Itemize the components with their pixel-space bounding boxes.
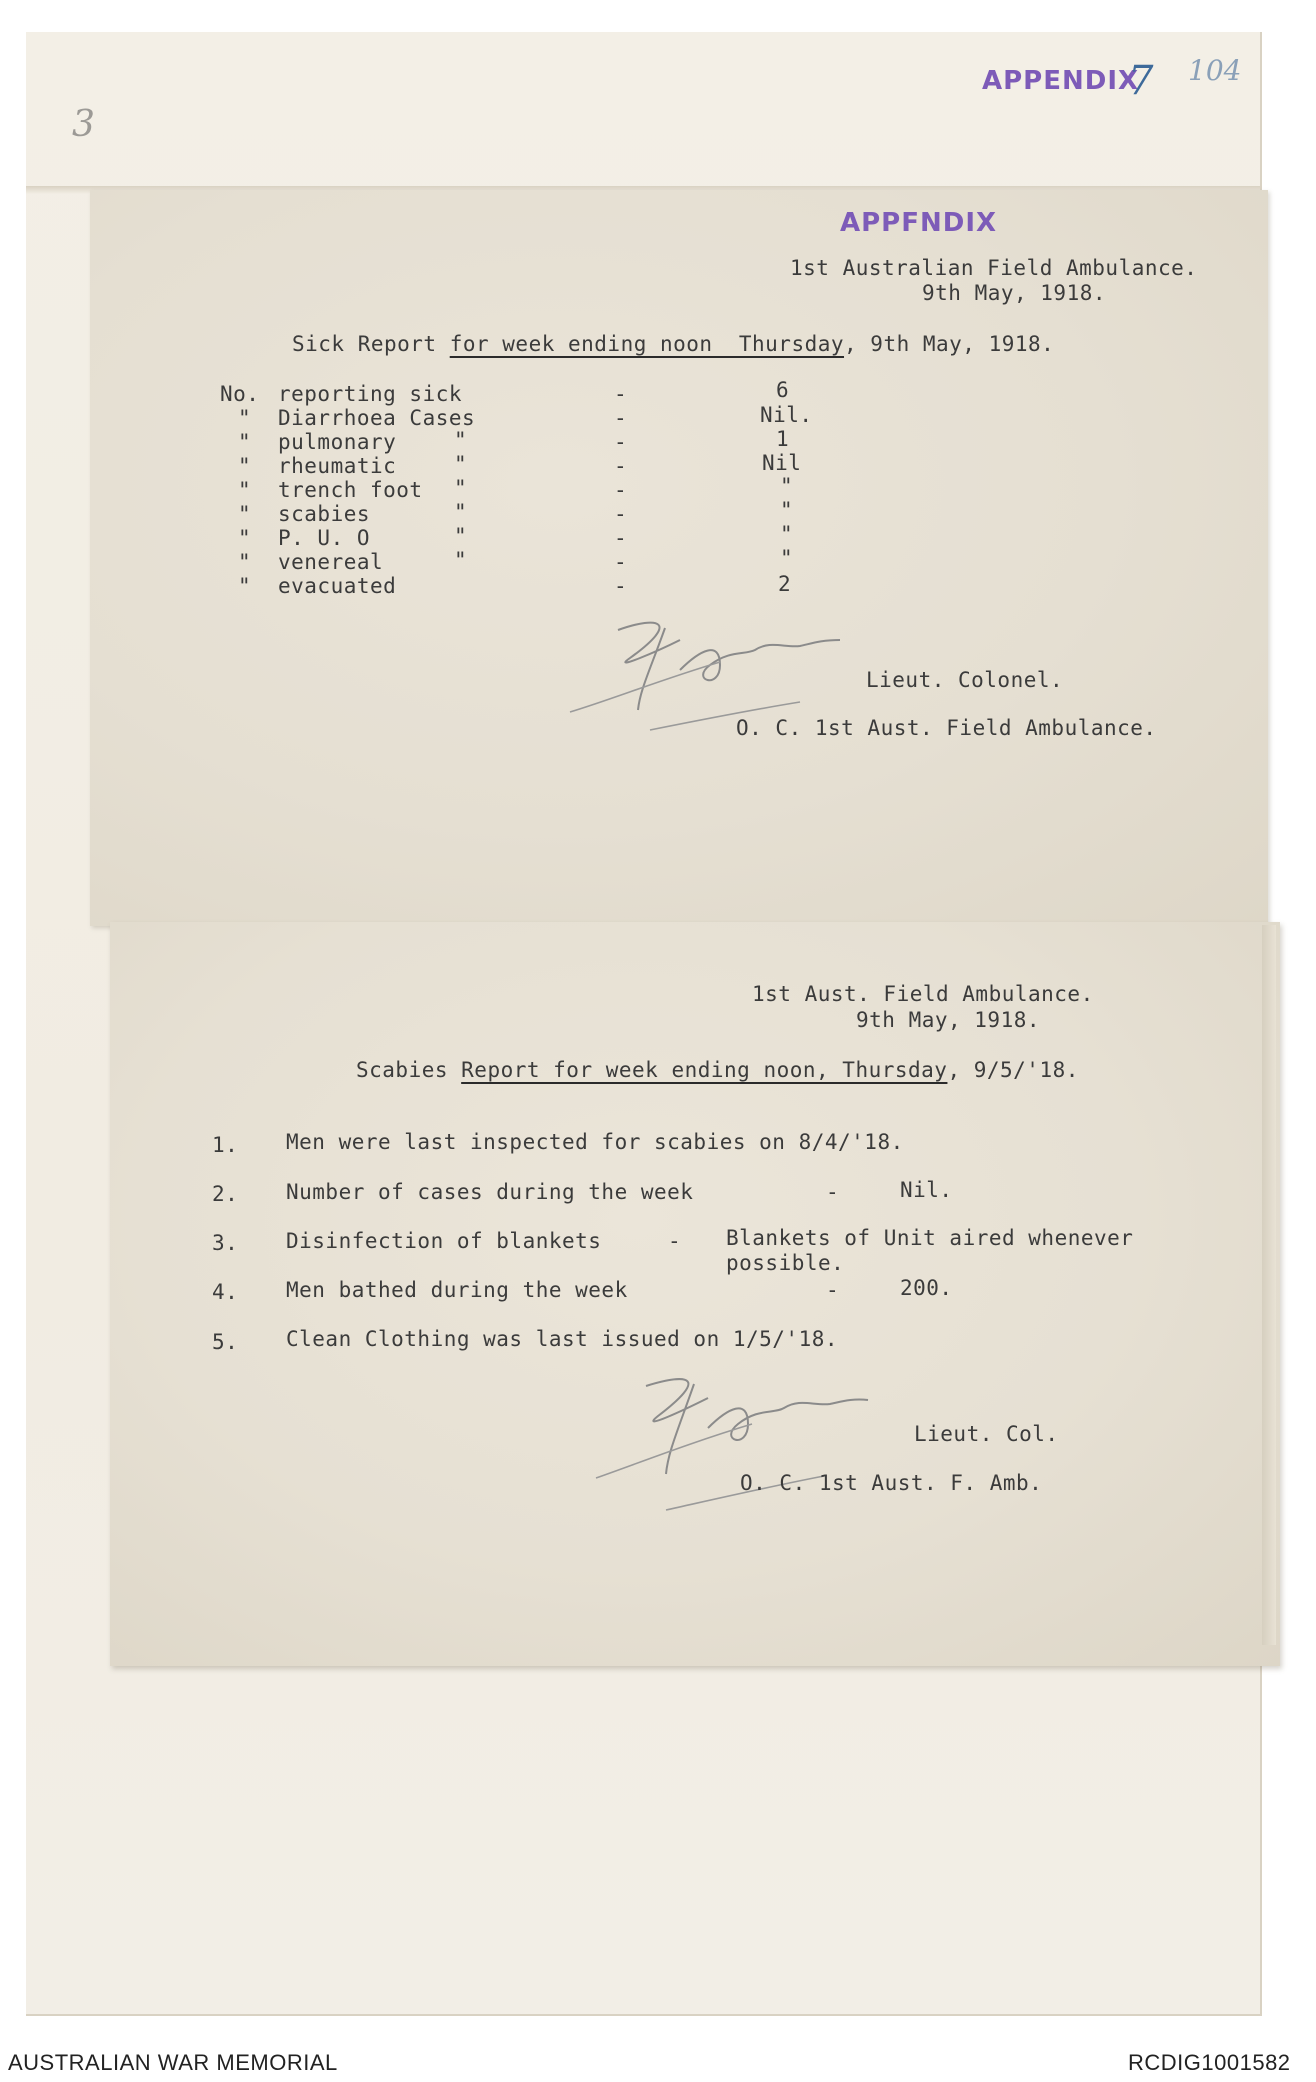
scabies-report-title: Scabies Report for week ending noon, Thursday, 9/5/'18. <box>356 1058 1079 1082</box>
slip-appendix-stamp: APPFNDIX <box>840 208 998 238</box>
scabies-report-date: 9th May, 1918. <box>856 1008 1041 1032</box>
sick-report-date: 9th May, 1918. <box>922 281 1107 305</box>
folio-number: 104 <box>1188 54 1242 87</box>
signature-2 <box>596 1368 886 1518</box>
footer-source: AUSTRALIAN WAR MEMORIAL <box>8 2050 338 2075</box>
scabies-report-office: O. C. 1st Aust. F. Amb. <box>740 1471 1043 1495</box>
sick-report-title: Sick Report for week ending noon Thursday, 9th May, 1918. <box>292 332 1055 356</box>
appendix-number-handwritten: 7 <box>1128 58 1154 104</box>
sick-report-office: O. C. 1st Aust. Field Ambulance. <box>736 716 1157 740</box>
margin-mark: 3 <box>72 104 95 145</box>
sick-report-unit: 1st Australian Field Ambulance. <box>790 256 1198 280</box>
scabies-report-rank: Lieut. Col. <box>914 1422 1059 1446</box>
footer-record-id: RCDIG1001582 <box>1128 2050 1291 2075</box>
scabies-report-unit: 1st Aust. Field Ambulance. <box>752 982 1094 1006</box>
appendix-stamp: APPENDIX <box>982 66 1140 96</box>
sick-report-rank: Lieut. Colonel. <box>866 668 1064 692</box>
slip-edge <box>1262 925 1276 1645</box>
